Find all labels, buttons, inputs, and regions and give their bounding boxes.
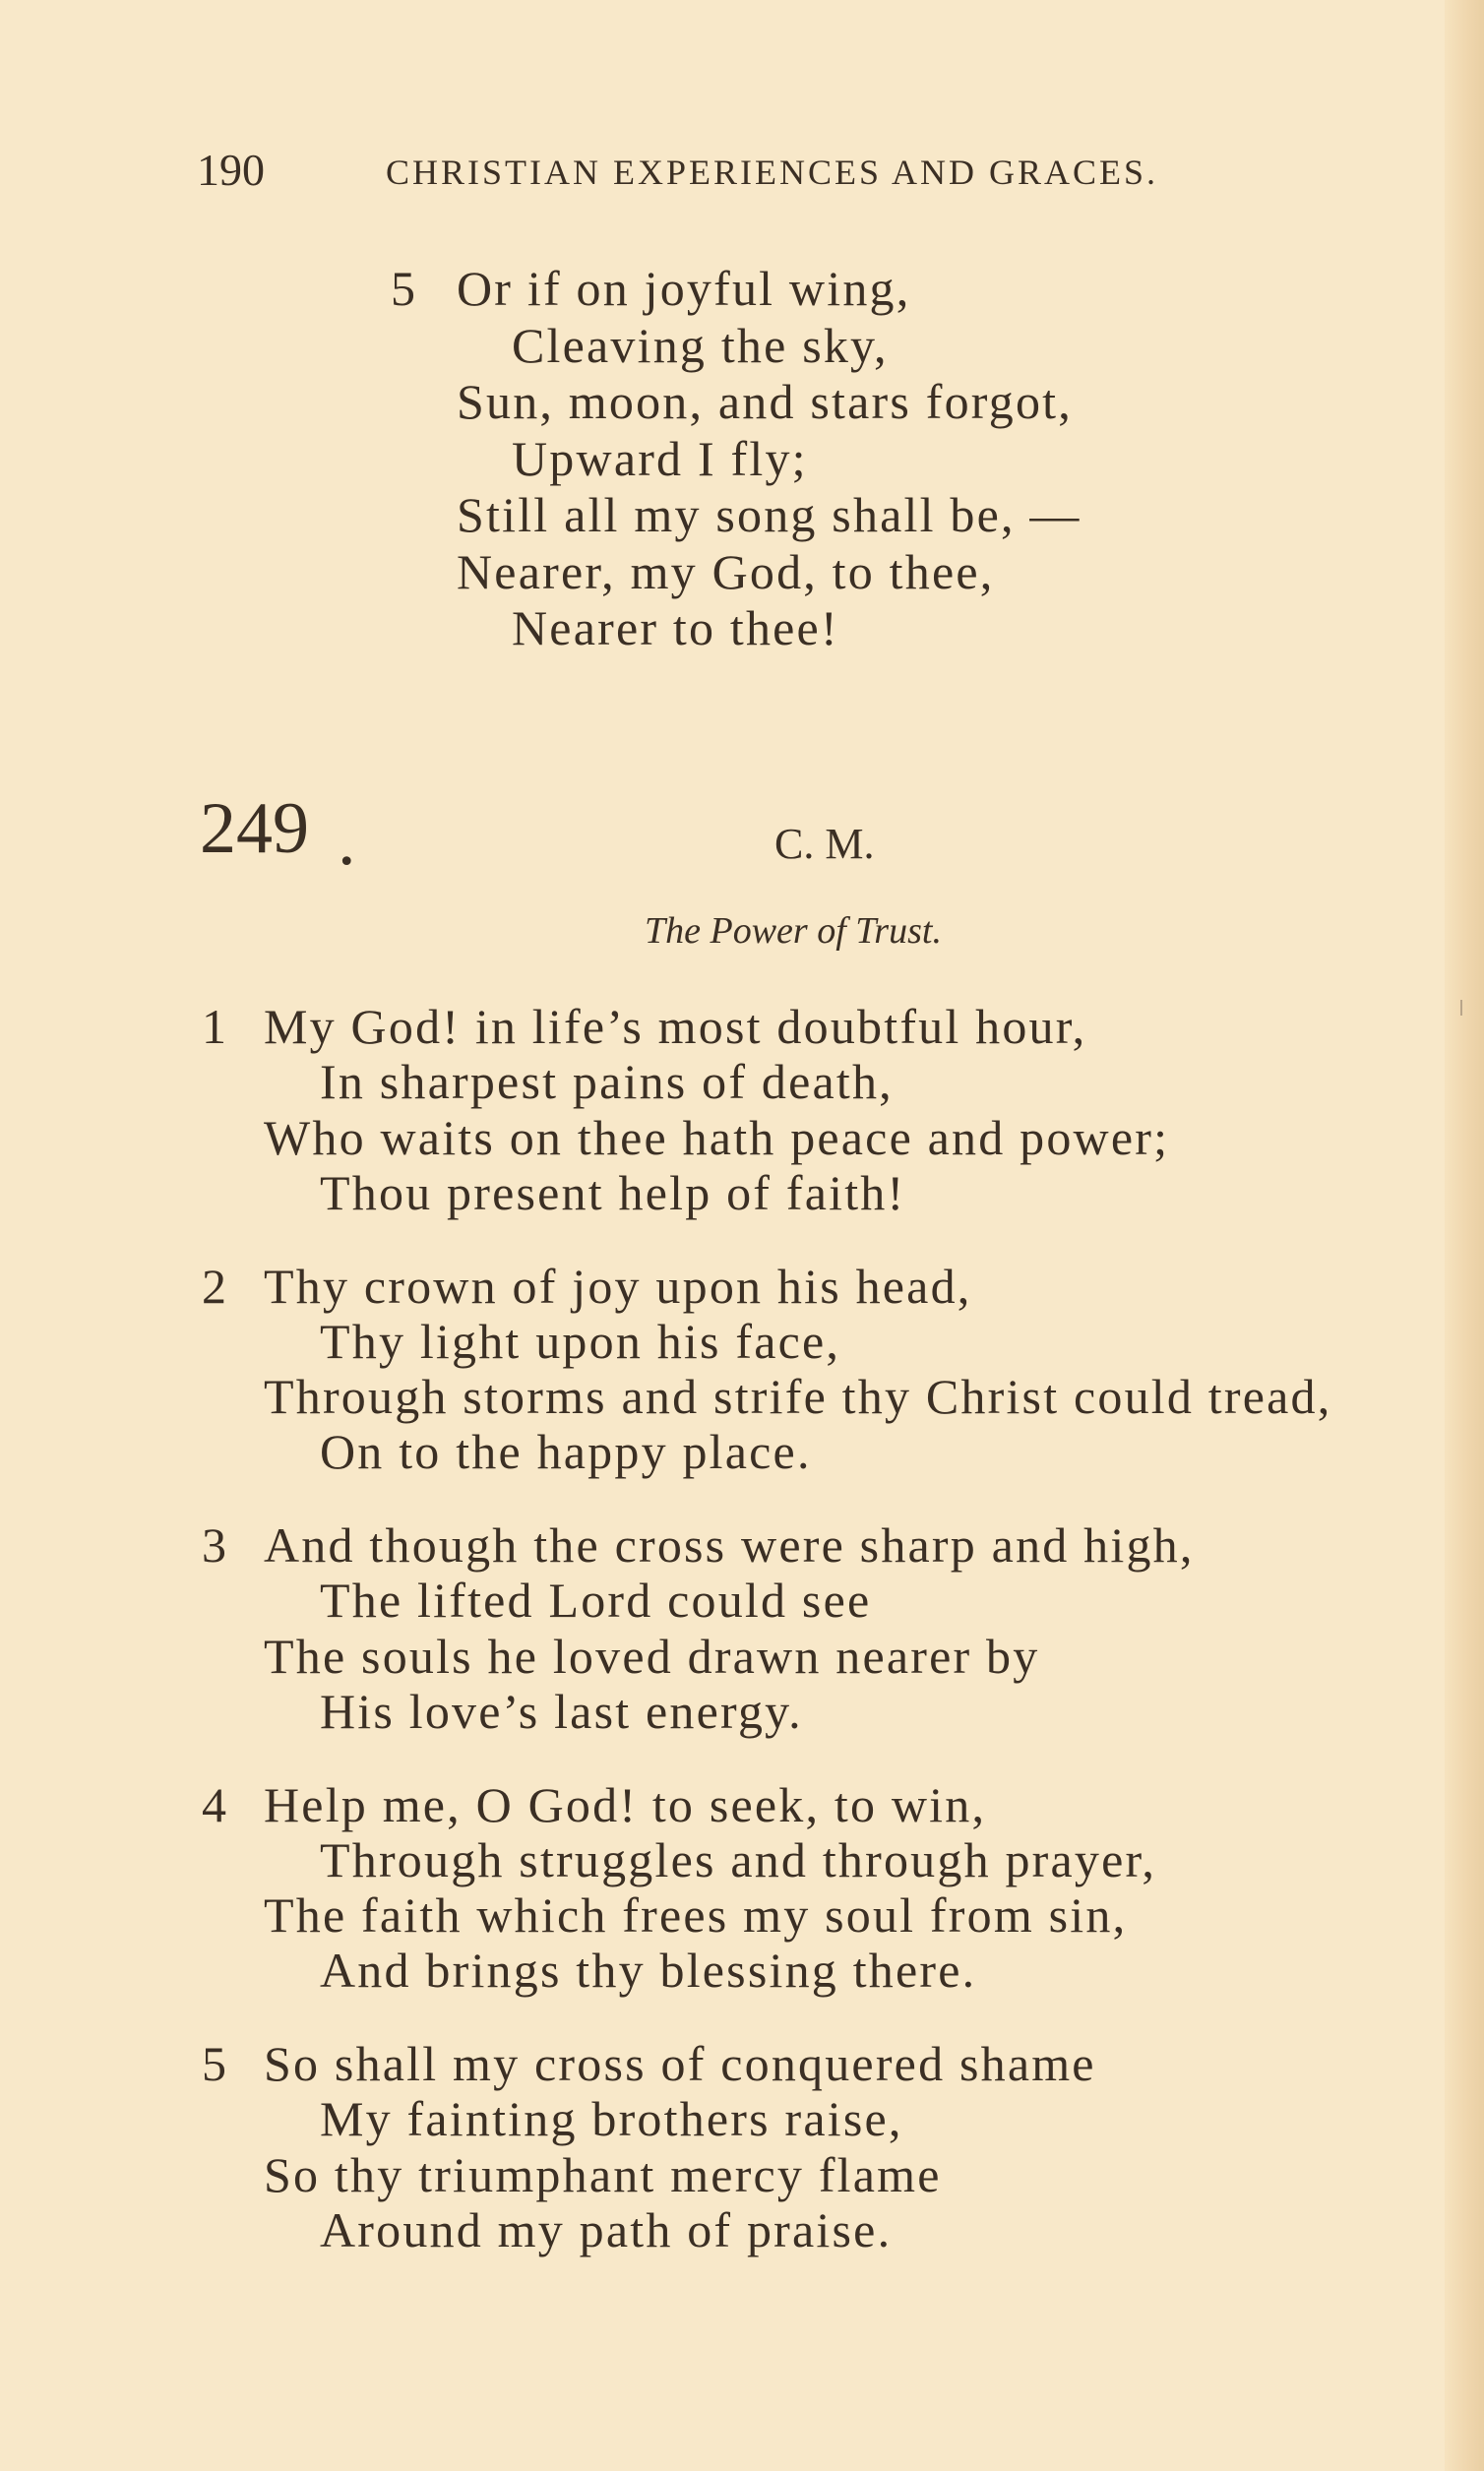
hymn-meter: C. M. — [774, 820, 875, 868]
stanza-line: Who waits on thee hath peace and power; — [264, 1109, 1170, 1165]
stanza-number: 5 — [202, 2036, 226, 2091]
stanza-line: Or if on joyful wing, — [457, 261, 911, 316]
stanza-line: Help me, O God! to seek, to win, — [264, 1776, 987, 1832]
stanza-line: The lifted Lord could see — [320, 1573, 872, 1629]
margin-mark — [1460, 1000, 1462, 1016]
stanza-line: Nearer, my God, to thee, — [457, 543, 995, 599]
stanza-line: And though the cross were sharp and high, — [264, 1517, 1195, 1573]
stanza-line: Thy light upon his face, — [320, 1313, 841, 1369]
stanza-number: 2 — [202, 1258, 226, 1314]
stanza-line: And brings thy blessing there. — [320, 1943, 977, 1999]
stanza-line: Around my path of praise. — [320, 2201, 893, 2257]
stanza-line: His love’s last energy. — [320, 1683, 803, 1739]
stanza-line: Through struggles and through prayer, — [320, 1831, 1157, 1887]
stanza-line: Thou present help of faith! — [320, 1164, 906, 1220]
stanza-line: Thy crown of joy upon his head, — [264, 1258, 972, 1314]
stanza-line: Cleaving the sky, — [512, 317, 889, 373]
stanza-line: My fainting brothers raise, — [320, 2091, 903, 2147]
stanza-number: 1 — [202, 999, 226, 1054]
stanza-line: My God! in life’s most doubtful hour, — [264, 999, 1087, 1054]
stanza-line: So thy triumphant mercy flame — [264, 2146, 942, 2202]
stanza-line: Through storms and strife thy Christ could tread, — [264, 1369, 1332, 1425]
stanza-line: Nearer to thee! — [512, 600, 839, 655]
stanza-number: 4 — [202, 1776, 226, 1832]
stanza-line: Still all my song shall be, — — [457, 487, 1082, 542]
page-edge-shadow — [1445, 0, 1484, 2471]
hymn-number-dot: . — [338, 800, 356, 881]
stanza-line: The souls he loved drawn nearer by — [264, 1628, 1040, 1684]
hymn-number: 249 — [200, 788, 309, 869]
running-title: CHRISTIAN EXPERIENCES AND GRACES. — [386, 153, 1159, 192]
stanza-line: On to the happy place. — [320, 1424, 812, 1480]
stanza-number: 3 — [202, 1517, 226, 1573]
stanza-line: Sun, moon, and stars forgot, — [457, 374, 1073, 429]
stanza-line: Upward I fly; — [512, 430, 808, 486]
hymn-title: The Power of Trust. — [645, 910, 942, 952]
stanza-number: 5 — [391, 261, 415, 316]
stanza-line: So shall my cross of conquered shame — [264, 2036, 1096, 2091]
stanza-line: In sharpest pains of death, — [320, 1054, 894, 1110]
stanza-line: The faith which frees my soul from sin, — [264, 1887, 1128, 1944]
page-number: 190 — [197, 145, 265, 195]
